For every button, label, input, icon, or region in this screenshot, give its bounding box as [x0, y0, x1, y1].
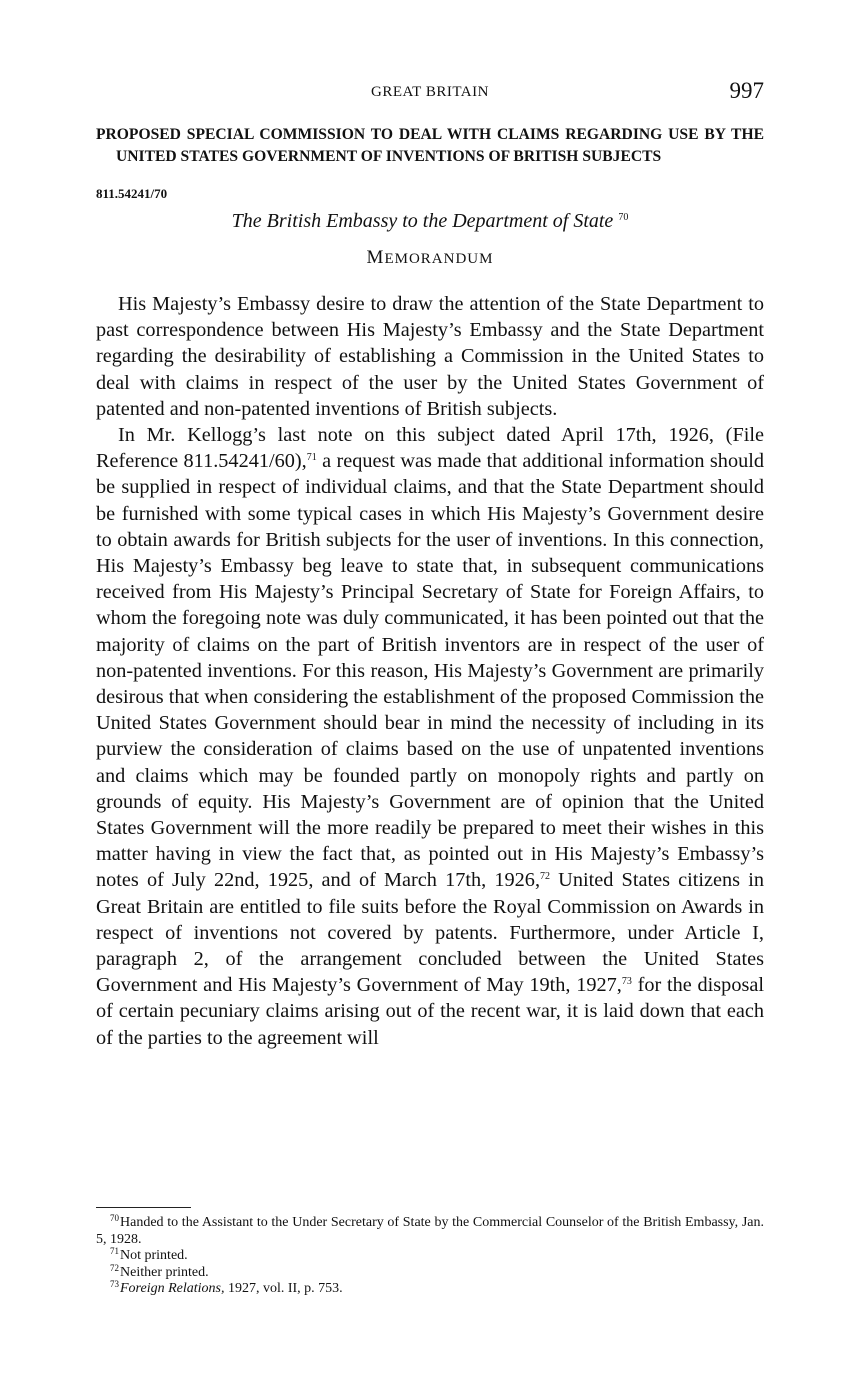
footnote-71 — [96, 1248, 764, 1265]
footnote-mark: 71 — [110, 1246, 119, 1256]
page-number: 997 — [729, 78, 764, 103]
paragraph-2-part-d: for the disposal of certain pecuniary claims arising out of the recent war, it is laid down that each of the parties to the agreement will — [96, 974, 764, 1049]
paragraph-2-part-a: In Mr. Kellogg’s last note on this subject dated April 17th, 1926, (File Reference 811.54241/60), — [96, 424, 764, 473]
footnote-73 — [96, 1281, 764, 1298]
footnote-divider — [96, 1207, 191, 1208]
memorandum-label-rest: EMORANDUM — [384, 251, 494, 267]
footnote-72 — [96, 1262, 764, 1282]
footnote-mark: 72 — [110, 1262, 119, 1273]
footnote-text: Handed to the Assistant to the Under Secretary of State by the Commercial Counselor of the British Embassy, Jan. 5, 1928. — [96, 1215, 764, 1247]
document-title-text: The British Embassy to the Department of State — [231, 210, 614, 232]
footnote-text: 1927, vol. II, p. 753. — [224, 1281, 343, 1296]
file-reference: 811.54241/70 — [96, 186, 168, 201]
document-title — [96, 210, 764, 233]
footnote-italic-text: Foreign Relations, — [120, 1281, 225, 1296]
footnote-text: Neither printed. — [120, 1264, 209, 1280]
footnote-ref-71: 71 — [306, 452, 317, 464]
page — [96, 76, 764, 1051]
footnote-ref-72: 72 — [540, 871, 551, 883]
footnote-mark: 73 — [110, 1279, 119, 1289]
footnotes — [96, 1215, 764, 1298]
body-paragraph-2 — [96, 422, 764, 1051]
footnote-mark: 70 — [110, 1213, 119, 1223]
memorandum-label-initial: M — [366, 247, 385, 268]
section-heading: PROPOSED SPECIAL COMMISSION TO DEAL WITH CLAIMS REGARDING USE BY THE UNITED STATES GOVERNMENT OF INVENTIONS OF BRITISH SUBJECTS — [96, 126, 764, 165]
body-paragraph-1: His Majesty’s Embassy desire to draw the attention of the State Department to past correspondence between His Majesty’s Embassy and the State Department regarding the desirability of establishing a Commission in the United States to deal with claims in respect of the user by the United States Government of patented and non-patented inventions of British subjects. — [96, 293, 764, 420]
footnote-ref-73: 73 — [621, 976, 632, 988]
footnote-70 — [96, 1215, 764, 1248]
memorandum-label — [96, 247, 764, 269]
running-title: GREAT BRITAIN — [371, 84, 489, 100]
running-header — [96, 76, 764, 110]
paragraph-2-part-c: United States citizens in Great Britain are entitled to file suits before the Royal Commission on Awards in respect of inventions not covered by patents. Furthermore, under Article I, paragraph 2, of the arrangement concluded between the United States Government and His Majesty’s Government of May 19th, 1927, — [96, 869, 765, 997]
footnote-text: Not printed. — [120, 1248, 188, 1263]
footnote-ref-70: 70 — [618, 212, 629, 223]
paragraph-2-part-b: a request was made that additional information should be supplied in respect of individual claims, and that the State Department should be furnished with some typical cases in which His Majesty’s Government desire to obtain awards for British subjects for the user of inventions. In this connection, His Majesty’s Embassy beg leave to state that, in subsequent communications received from His Majesty’s Principal Secretary of State for Foreign Affairs, to whom the foregoing note was duly communicated, it has been pointed out that the majority of claims on the part of British inventors are in respect of the user of non-patented inventions. For this reason, His Majesty’s Government are primarily desirous that when considering the establishment of the proposed Commission the United States Government should bear in mind the necessity of including in its purview the consideration of claims based on the use of unpatented inventions and claims which may be founded partly on monopoly rights and partly on grounds of equity. His Majesty’s Government are of opinion that the United States Government will the more readily be prepared to meet their wishes in this matter having in view the fact that, as pointed out in His Majesty’s Embassy’s notes of July 22nd, 1925, and of March 17th, 1926, — [96, 450, 765, 892]
